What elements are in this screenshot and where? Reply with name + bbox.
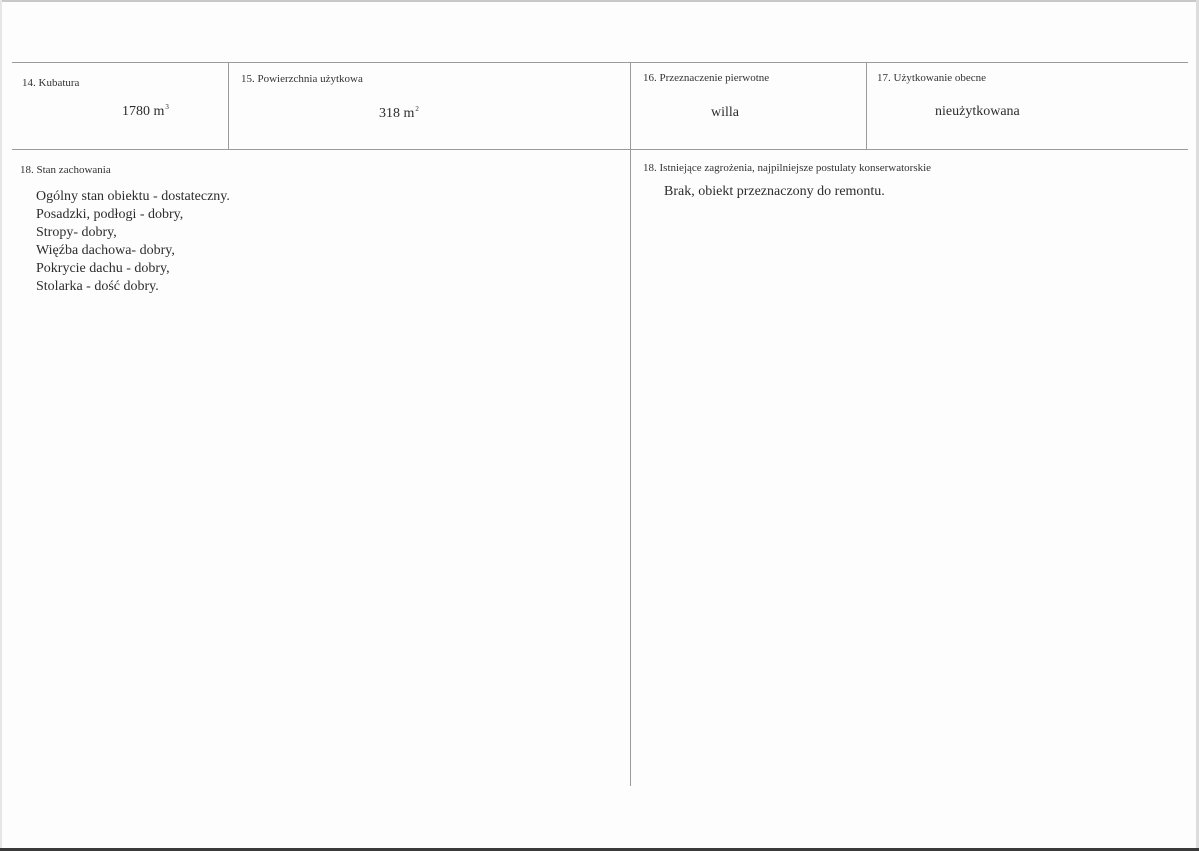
list-item: Stropy- dobry, — [36, 225, 117, 240]
powierzchnia-value: 318 $m^2$ — [379, 105, 419, 121]
column-divider-3 — [866, 62, 867, 150]
stan-zachowania-label: 18. Stan zachowania — [20, 164, 111, 176]
list-item: Posadzki, podłogi - dobry, — [36, 207, 184, 222]
scan-edge-left — [0, 0, 2, 851]
list-item: Ogólny stan obiektu - dostateczny. — [36, 189, 230, 204]
uzytkowanie-value: nieużytkowana — [935, 104, 1020, 119]
kubatura-label: 14. Kubatura — [22, 77, 80, 89]
powierzchnia-label: 15. Powierzchnia użytkowa — [241, 73, 363, 85]
przeznaczenie-value: willa — [711, 105, 739, 120]
zagrozenia-text: Brak, obiekt przeznaczony do remontu. — [664, 184, 885, 199]
stan-zachowania-list — [36, 188, 230, 296]
column-divider-1 — [228, 62, 229, 150]
przeznaczenie-label: 16. Przeznaczenie pierwotne — [643, 72, 770, 84]
kubatura-value: 1780 $m^3$ — [122, 103, 169, 119]
zagrozenia-label: 18. Istniejące zagrożenia, najpilniejsze postulaty konserwatorskie — [643, 162, 932, 174]
powierzchnia-unit-exponent: 2 — [415, 105, 419, 113]
list-item: Więźba dachowa- dobry, — [36, 243, 175, 258]
list-item: Stolarka - dość dobry. — [36, 279, 159, 294]
list-item: Pokrycie dachu - dobry, — [36, 261, 170, 276]
table-top-border — [12, 62, 1188, 63]
uzytkowanie-label: 17. Użytkowanie obecne — [877, 72, 987, 84]
scan-edge-top — [0, 0, 1199, 2]
column-divider-center — [630, 62, 631, 786]
row-divider — [12, 149, 1188, 150]
kubatura-unit-exponent: 3 — [165, 103, 169, 111]
